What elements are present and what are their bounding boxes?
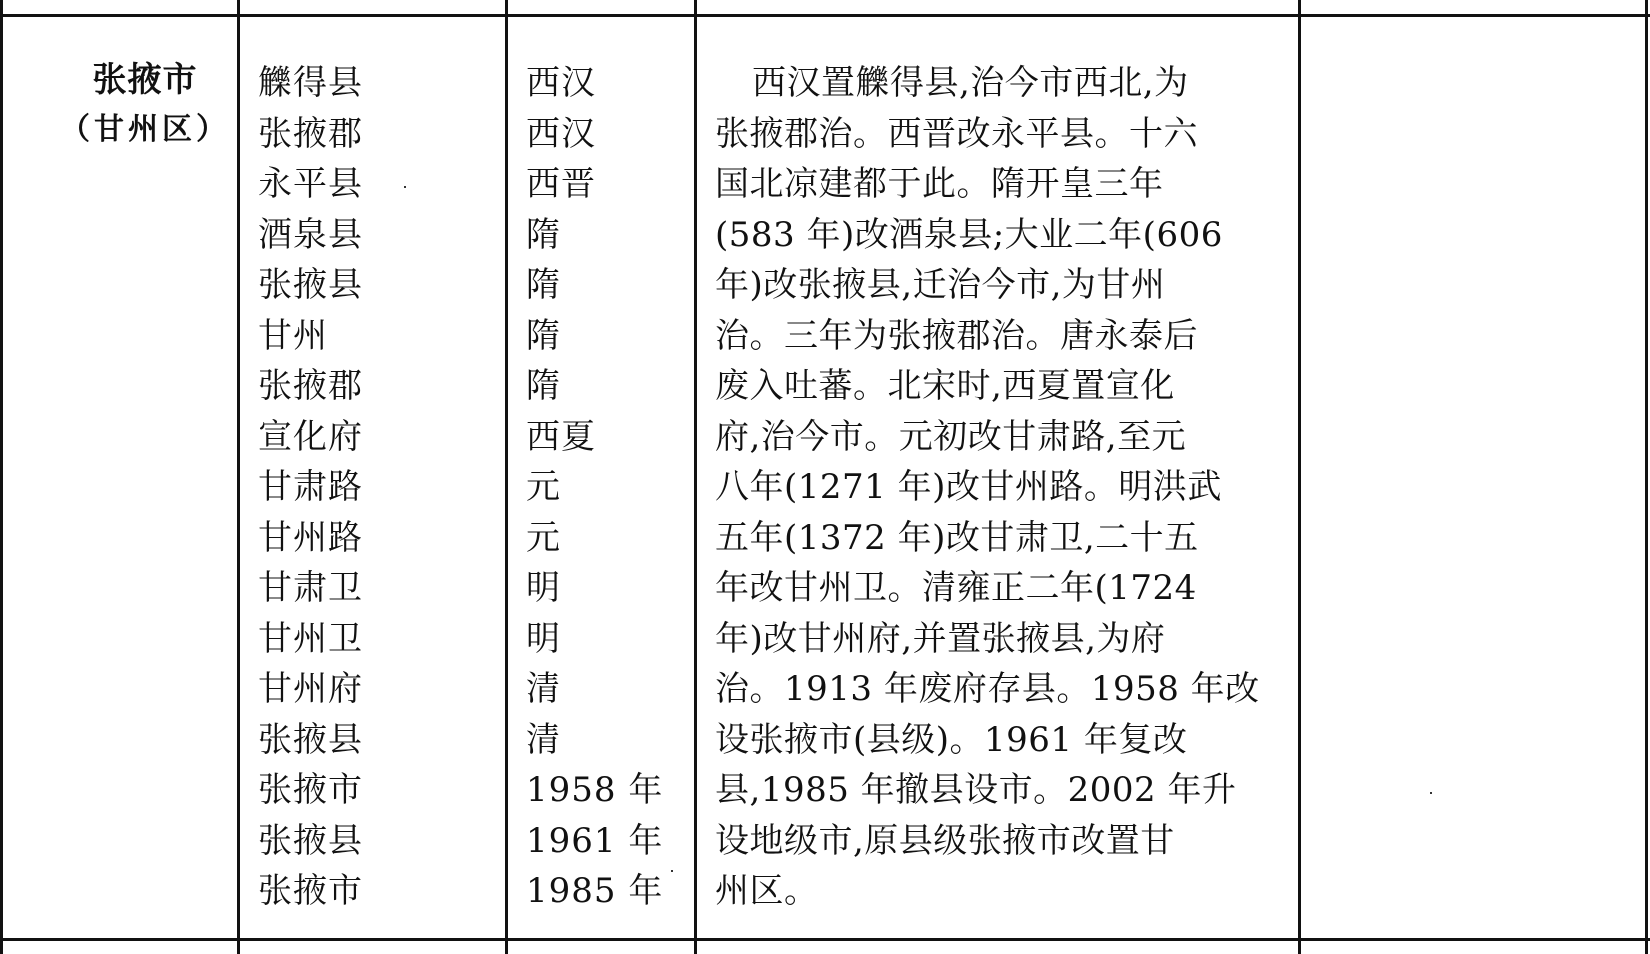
period-label: 隋 xyxy=(526,315,561,356)
description-line: 设张掖市(县级)。1961 年复改 xyxy=(715,719,1188,760)
period-label: 隋 xyxy=(526,265,561,305)
period-label: 西汉 xyxy=(526,113,596,154)
description-line: (583 年)改酒泉县;大业二年(606 xyxy=(715,214,1223,255)
city-cell xyxy=(60,55,230,155)
historical-name: 张掖县 xyxy=(258,265,363,305)
historical-name: 甘州府 xyxy=(258,669,363,709)
period-label: 明 xyxy=(526,618,561,659)
scan-speck xyxy=(404,186,406,188)
historical-name: 永平县 xyxy=(258,164,363,204)
historical-name: 张掖县 xyxy=(258,719,363,760)
description-cell xyxy=(715,58,1280,917)
historical-name: 甘州卫 xyxy=(258,618,363,659)
description-line: 县,1985 年撤县设市。2002 年升 xyxy=(715,770,1237,810)
historical-name: 酒泉县 xyxy=(258,214,363,255)
description-line: 五年(1372 年)改甘肃卫,二十五 xyxy=(715,517,1199,558)
description-line: 州区。 xyxy=(715,871,819,911)
historical-name: 甘肃路 xyxy=(258,467,363,507)
historical-name: 觻得县 xyxy=(258,63,363,103)
city-name: 张掖市 xyxy=(92,60,198,100)
period-label: 元 xyxy=(526,517,561,558)
historical-name: 张掖郡 xyxy=(258,113,363,154)
historical-name: 张掖市 xyxy=(258,871,363,911)
period-label: 西夏 xyxy=(526,416,596,457)
city-district: （甘州区） xyxy=(60,112,230,147)
description-line: 府,治今市。元初改甘肃路,至元 xyxy=(715,416,1187,457)
historical-name: 张掖市 xyxy=(258,770,363,810)
periods-cell xyxy=(526,58,676,917)
description-line: 设地级市,原县级张掖市改置甘 xyxy=(715,820,1175,861)
historical-name: 甘州路 xyxy=(258,517,363,558)
period-label: 西汉 xyxy=(526,63,596,103)
column-divider-1 xyxy=(237,0,240,954)
historical-name: 宣化府 xyxy=(258,416,363,457)
period-label: 明 xyxy=(526,568,561,608)
top-rule xyxy=(0,14,1650,17)
description-line: 治。三年为张掖郡治。唐永泰后 xyxy=(715,315,1198,356)
period-label: 西晋 xyxy=(526,164,596,204)
period-label: 清 xyxy=(526,719,561,760)
period-label: 隋 xyxy=(526,366,561,406)
bottom-rule xyxy=(0,938,1650,941)
historical-name: 张掖县 xyxy=(258,820,363,861)
period-label: 清 xyxy=(526,669,561,709)
historical-name: 张掖郡 xyxy=(258,366,363,406)
period-label: 1985 年 xyxy=(526,871,664,911)
historical-name: 甘州 xyxy=(258,315,328,356)
period-label: 1961 年 xyxy=(526,820,664,861)
period-label: 1958 年 xyxy=(526,770,664,810)
description-line: 废入吐蕃。北宋时,西夏置宣化 xyxy=(715,366,1175,406)
column-divider-2 xyxy=(505,0,508,954)
description-line: 年)改张掖县,迁治今市,为甘州 xyxy=(715,265,1166,305)
description-line: 八年(1271 年)改甘州路。明洪武 xyxy=(715,467,1222,507)
description-line: 张掖郡治。西晋改永平县。十六 xyxy=(715,113,1198,154)
description-line: 西汉置觻得县,治今市西北,为 xyxy=(752,63,1189,103)
description-line: 国北凉建都于此。隋开皇三年 xyxy=(715,164,1164,204)
historical-name: 甘肃卫 xyxy=(258,568,363,608)
description-line: 年改甘州卫。清雍正二年(1724 xyxy=(715,568,1197,608)
description-line: 治。1913 年废府存县。1958 年改 xyxy=(715,669,1260,709)
period-label: 元 xyxy=(526,467,561,507)
historical-names-cell xyxy=(258,58,488,917)
column-divider-4 xyxy=(1298,0,1301,954)
scan-speck xyxy=(1430,792,1432,794)
period-label: 隋 xyxy=(526,214,561,255)
column-divider-3 xyxy=(694,0,697,954)
description-line: 年)改甘州府,并置张掖县,为府 xyxy=(715,618,1166,659)
scan-speck xyxy=(671,870,673,872)
right-border xyxy=(1645,0,1648,954)
left-border xyxy=(0,0,3,954)
